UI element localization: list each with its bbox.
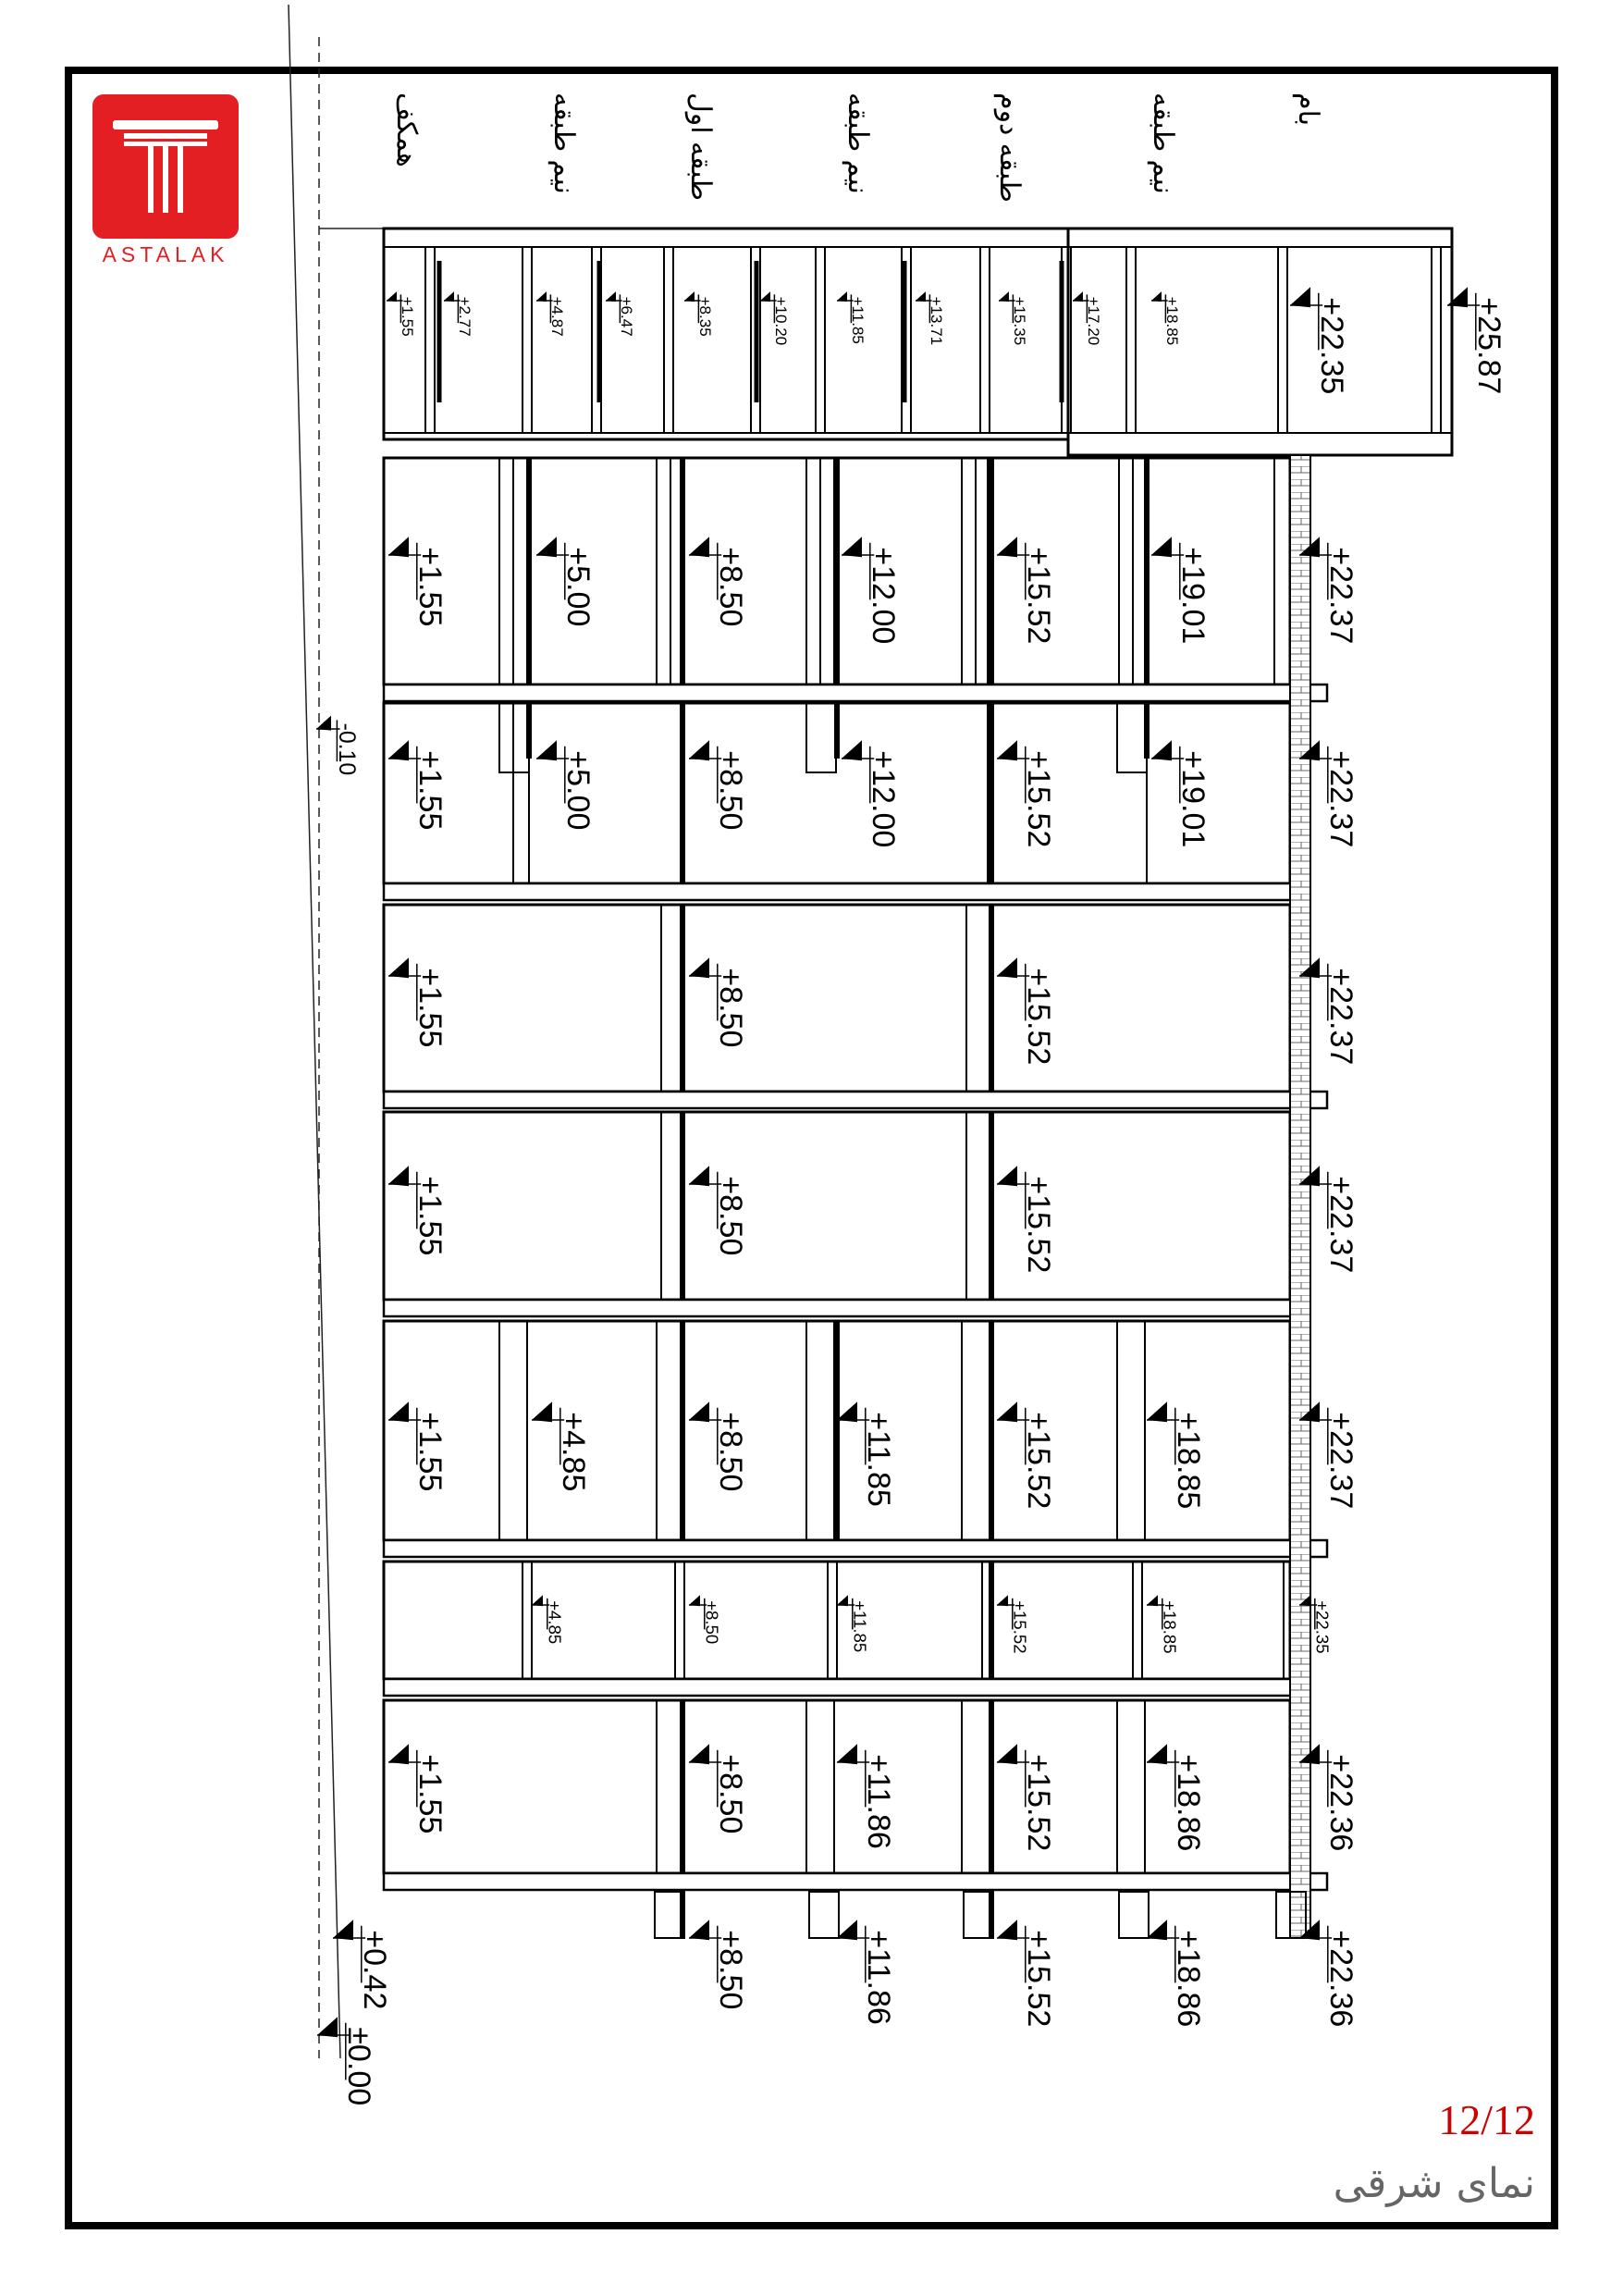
- level-value-wrap: [713, 1176, 748, 1255]
- level-value: +4.85: [556, 1412, 592, 1492]
- level-value: +22.37: [1323, 968, 1359, 1066]
- level-value: +10.20: [772, 296, 791, 346]
- level-value: +13.71: [928, 296, 946, 346]
- level-value-wrap: [713, 750, 748, 830]
- level-value-wrap: [772, 297, 790, 346]
- level-value-wrap: [412, 1412, 448, 1491]
- column-stub: [1117, 703, 1147, 772]
- floor-slab: [384, 1679, 1295, 1696]
- level-value-wrap: [1323, 1930, 1359, 2027]
- level-triangle: [997, 1920, 1017, 1940]
- level-marker-row3: [689, 740, 748, 830]
- level-triangle: [536, 740, 557, 760]
- level-value-wrap: [1323, 750, 1359, 847]
- floor-header-label: نیم طبقه: [842, 93, 873, 194]
- level-triangle: [997, 740, 1017, 760]
- level-triangle: [689, 740, 709, 760]
- level-triangle: [388, 957, 409, 978]
- level-marker-row2: [536, 537, 596, 626]
- level-triangle: [837, 1401, 857, 1422]
- level-value: +1.55: [412, 1412, 449, 1492]
- level-marker-row8: [837, 1744, 896, 1849]
- level-triangle: [1151, 537, 1172, 557]
- floor-header: [684, 93, 716, 201]
- level-marker-row4: [997, 957, 1056, 1065]
- level-value-wrap: [1314, 297, 1349, 394]
- level-triangle: [388, 740, 409, 760]
- level-value: +5.00: [560, 750, 596, 831]
- datum-marker: [316, 716, 359, 776]
- datum-marker: [317, 2017, 376, 2105]
- level-value: +8.50: [713, 1930, 749, 2010]
- level-value-wrap: [341, 2027, 376, 2105]
- level-marker-top: [684, 291, 714, 337]
- level-value: +18.85: [1163, 296, 1182, 346]
- level-value-wrap: [1323, 968, 1359, 1065]
- floor-header-label: طبقه دوم: [994, 93, 1025, 203]
- level-value: +18.86: [1171, 1754, 1207, 1852]
- level-value: +0.42: [357, 1930, 393, 2010]
- level-value-wrap: [713, 968, 748, 1047]
- level-value: +1.55: [412, 1176, 449, 1256]
- level-value: +11.85: [861, 1412, 897, 1507]
- level-triangle: [689, 957, 709, 978]
- level-marker-top: [387, 291, 416, 337]
- level-value: +18.86: [1171, 1930, 1207, 2028]
- level-value: +22.37: [1323, 750, 1359, 848]
- level-marker-row6: [388, 1401, 448, 1491]
- level-value-wrap: [1011, 1600, 1030, 1653]
- level-marker-row7: [837, 1595, 870, 1652]
- level-triangle: [689, 1920, 709, 1940]
- level-marker-row2: [1151, 537, 1211, 644]
- level-value: +19.01: [1175, 750, 1211, 848]
- level-marker-row5: [997, 1166, 1056, 1273]
- floor-header-label: نیم طبقه: [548, 93, 579, 194]
- level-marker-row8: [689, 1744, 748, 1833]
- level-value-wrap: [1313, 1600, 1333, 1653]
- level-value: +6.47: [618, 296, 636, 337]
- level-value: +11.85: [849, 296, 867, 344]
- floor-header: [391, 93, 422, 167]
- level-value: +22.36: [1323, 1754, 1359, 1852]
- level-triangle: [997, 1744, 1017, 1764]
- level-value-wrap: [357, 1930, 392, 2009]
- level-marker-row6: [532, 1401, 591, 1491]
- level-marker-top: [606, 291, 635, 337]
- level-value: +8.50: [713, 968, 749, 1048]
- level-marker-row2: [689, 537, 748, 626]
- level-value-wrap: [851, 1600, 870, 1652]
- level-triangle: [837, 1920, 857, 1940]
- level-triangle: [388, 537, 409, 557]
- level-marker-row2: [997, 537, 1056, 644]
- level-value-wrap: [861, 1412, 896, 1507]
- level-triangle: [997, 1401, 1017, 1422]
- level-value: +5.00: [560, 547, 596, 627]
- floor-band: [384, 1700, 1290, 1873]
- level-value-wrap: [1163, 297, 1181, 346]
- level-value-wrap: [412, 1754, 448, 1833]
- level-marker-top: [760, 291, 790, 345]
- level-marker-bottom: [837, 1920, 896, 2025]
- level-value-wrap: [1021, 968, 1056, 1065]
- level-triangle: [842, 537, 862, 557]
- level-value-wrap: [1021, 1930, 1056, 2027]
- level-marker-row4: [689, 957, 748, 1047]
- level-value: +1.55: [412, 968, 449, 1048]
- level-value-wrap: [399, 297, 416, 337]
- level-value-wrap: [412, 547, 448, 626]
- level-marker-row7: [997, 1595, 1030, 1653]
- level-marker-row3: [536, 740, 596, 830]
- level-triangle: [689, 1166, 709, 1186]
- level-value: +22.37: [1323, 1412, 1359, 1510]
- level-triangle: [532, 1401, 552, 1422]
- level-marker-row6: [837, 1401, 896, 1507]
- column-stub: [806, 703, 836, 772]
- level-value-wrap: [412, 750, 448, 830]
- level-value: +11.85: [850, 1600, 870, 1653]
- level-value: +22.35: [1312, 1600, 1333, 1654]
- floor-slab: [384, 1300, 1295, 1316]
- level-value: +8.50: [713, 547, 749, 627]
- level-triangle: [388, 1744, 409, 1764]
- column-stub: [1119, 1892, 1149, 1938]
- level-value-wrap: [1323, 1176, 1359, 1273]
- level-marker-row4: [388, 957, 448, 1047]
- level-value-wrap: [1171, 1412, 1206, 1509]
- level-value: +1.55: [412, 547, 449, 627]
- level-triangle: [837, 1744, 857, 1764]
- level-marker-row2: [388, 537, 448, 626]
- level-marker-top: [999, 291, 1028, 345]
- level-value: +2.77: [456, 296, 474, 337]
- level-value-wrap: [1085, 297, 1102, 346]
- level-value-wrap: [1175, 750, 1211, 847]
- level-marker-row3: [842, 740, 901, 847]
- level-value: +11.86: [861, 1930, 897, 2025]
- level-value: +15.52: [1010, 1600, 1030, 1654]
- level-value: +8.50: [713, 1412, 749, 1492]
- level-marker-top: [916, 291, 945, 345]
- level-value-wrap: [713, 547, 748, 626]
- level-value-wrap: [866, 750, 901, 847]
- floor-header: [547, 93, 579, 194]
- floor-headers: [391, 93, 1323, 203]
- level-value-wrap: [1021, 750, 1056, 847]
- level-value-wrap: [556, 1412, 591, 1491]
- floor-slab: [384, 1540, 1327, 1557]
- level-value: +8.50: [713, 750, 749, 831]
- level-triangle: [1147, 1401, 1167, 1422]
- level-marker-top: [1447, 287, 1506, 394]
- level-value: +8.35: [696, 296, 715, 337]
- level-value: +4.87: [548, 296, 567, 337]
- level-value: +22.37: [1323, 547, 1359, 645]
- level-marker-row8: [997, 1744, 1056, 1851]
- level-marker-top: [1290, 287, 1349, 394]
- level-value-wrap: [1021, 547, 1056, 644]
- level-value: +15.52: [1021, 1930, 1057, 2028]
- floor-slab: [384, 1092, 1327, 1108]
- level-value: +11.86: [861, 1754, 897, 1849]
- level-marker-row7: [532, 1595, 565, 1644]
- level-value-wrap: [546, 1600, 565, 1644]
- level-value: +25.87: [1471, 297, 1507, 395]
- level-value-wrap: [1175, 547, 1211, 644]
- floor-slab: [384, 1873, 1327, 1890]
- floor-header-label: نیم طبقه: [1148, 93, 1178, 194]
- level-marker-top: [837, 291, 867, 344]
- level-triangle: [388, 1401, 409, 1422]
- level-value: +18.85: [1171, 1412, 1207, 1510]
- level-value-wrap: [1171, 1754, 1206, 1851]
- level-value: +15.35: [1011, 296, 1029, 346]
- level-value: +19.01: [1175, 547, 1211, 645]
- level-triangle: [689, 1744, 709, 1764]
- level-value: +15.52: [1021, 547, 1057, 645]
- building-structure: [384, 228, 1452, 1938]
- level-value-wrap: [618, 297, 635, 337]
- floor-band: [384, 905, 1290, 1092]
- level-marker-row8: [1147, 1744, 1206, 1851]
- level-value: +18.85: [1160, 1600, 1180, 1654]
- level-value-wrap: [861, 1930, 896, 2025]
- level-value-wrap: [456, 297, 473, 337]
- level-value-wrap: [1471, 297, 1506, 394]
- level-triangle: [1147, 1744, 1167, 1764]
- level-value: ±0.00: [341, 2027, 377, 2106]
- level-value-wrap: [1021, 1754, 1056, 1851]
- level-value-wrap: [560, 547, 596, 626]
- level-marker-top: [444, 291, 473, 337]
- level-value: +1.55: [399, 296, 417, 337]
- level-marker-bottom: [997, 1920, 1056, 2027]
- level-marker-row6: [1147, 1401, 1206, 1509]
- level-value-wrap: [334, 723, 359, 776]
- level-marker-row3: [388, 740, 448, 830]
- level-value-wrap: [928, 297, 945, 346]
- floor-header-label: بام: [1293, 93, 1323, 127]
- level-value-wrap: [713, 1754, 748, 1833]
- level-marker-row6: [689, 1401, 748, 1491]
- floor-band: [384, 1112, 1290, 1300]
- level-marker-row7: [1147, 1595, 1180, 1653]
- level-value-wrap: [713, 1412, 748, 1491]
- level-value-wrap: [560, 750, 596, 830]
- level-markers: [316, 287, 1506, 2105]
- datum-marker: [333, 1920, 392, 2009]
- level-value: +12.00: [866, 547, 902, 645]
- level-triangle: [997, 1166, 1017, 1186]
- level-value-wrap: [1011, 297, 1028, 346]
- brand-name: ASTALAK: [102, 242, 229, 266]
- level-value-wrap: [1323, 547, 1359, 644]
- level-value-wrap: [1021, 1176, 1056, 1273]
- level-marker-row6: [997, 1401, 1056, 1509]
- brick-strip: [1290, 455, 1310, 1938]
- level-triangle: [689, 537, 709, 557]
- floor-header: [993, 93, 1025, 203]
- level-triangle: [536, 537, 557, 557]
- floor-header-label: طبقه اول: [685, 93, 716, 202]
- level-value-wrap: [412, 968, 448, 1047]
- level-value: +15.52: [1021, 968, 1057, 1066]
- floor-header-label: همکف: [391, 93, 422, 167]
- level-value: +22.36: [1323, 1930, 1359, 2028]
- level-marker-row5: [388, 1166, 448, 1255]
- level-value-wrap: [703, 1600, 722, 1644]
- level-triangle: [997, 537, 1017, 557]
- level-value: +15.52: [1021, 1412, 1057, 1510]
- level-triangle: [1147, 1920, 1167, 1940]
- level-value-wrap: [849, 297, 867, 344]
- level-marker-bottom: [689, 1920, 748, 2009]
- level-marker-bottom: [1299, 1920, 1359, 2027]
- level-marker-bottom: [1147, 1920, 1206, 2027]
- level-value: +4.85: [545, 1600, 565, 1645]
- level-value-wrap: [1171, 1930, 1206, 2027]
- level-value: +1.55: [412, 750, 449, 831]
- level-triangle: [689, 1401, 709, 1422]
- level-value: +8.50: [702, 1600, 722, 1645]
- level-triangle: [997, 957, 1017, 978]
- level-value-wrap: [861, 1754, 896, 1849]
- level-value: +8.50: [713, 1754, 749, 1834]
- level-value: -0.10: [333, 722, 359, 776]
- level-value-wrap: [1021, 1412, 1056, 1509]
- level-value-wrap: [1323, 1754, 1359, 1851]
- level-value: +1.55: [412, 1754, 449, 1834]
- level-value: +15.52: [1021, 1176, 1057, 1274]
- level-value: +12.00: [866, 750, 902, 848]
- level-marker-top: [1151, 291, 1181, 345]
- level-triangle: [317, 2017, 338, 2037]
- level-value-wrap: [1161, 1600, 1180, 1653]
- roof-band: [384, 228, 1068, 439]
- level-value: +22.35: [1314, 297, 1350, 395]
- sheet-title: نمای شرقی: [1333, 2160, 1535, 2207]
- page-number: 12/12: [1438, 2096, 1535, 2143]
- level-value-wrap: [696, 297, 714, 337]
- level-marker-row3: [1151, 740, 1211, 847]
- level-triangle: [1151, 740, 1172, 760]
- level-value-wrap: [1323, 1412, 1359, 1509]
- level-triangle: [333, 1920, 353, 1940]
- floor-header: [842, 93, 873, 194]
- level-marker-row8: [388, 1744, 448, 1833]
- level-value: +15.52: [1021, 1754, 1057, 1852]
- floor-header: [1147, 93, 1178, 194]
- level-marker-row5: [689, 1166, 748, 1255]
- level-marker-top: [1073, 291, 1102, 345]
- level-marker-row7: [689, 1595, 722, 1644]
- level-triangle: [842, 740, 862, 760]
- level-value-wrap: [713, 1930, 748, 2009]
- grid-line: [289, 5, 340, 2058]
- level-triangle: [1290, 287, 1310, 307]
- level-triangle: [388, 1166, 409, 1186]
- level-value: +22.37: [1323, 1176, 1359, 1274]
- level-value: +17.20: [1085, 296, 1103, 346]
- floor-slab: [384, 685, 1327, 701]
- floor-slab: [384, 883, 1295, 900]
- level-value-wrap: [548, 297, 566, 337]
- level-triangle: [1447, 287, 1468, 307]
- level-value: +15.52: [1021, 750, 1057, 848]
- column-stub: [809, 1892, 839, 1938]
- floor-header: [1292, 93, 1323, 126]
- level-marker-top: [536, 291, 566, 337]
- level-value-wrap: [866, 547, 901, 644]
- level-marker-row3: [997, 740, 1056, 847]
- level-value: +8.50: [713, 1176, 749, 1256]
- level-marker-row2: [842, 537, 901, 644]
- level-value-wrap: [412, 1176, 448, 1255]
